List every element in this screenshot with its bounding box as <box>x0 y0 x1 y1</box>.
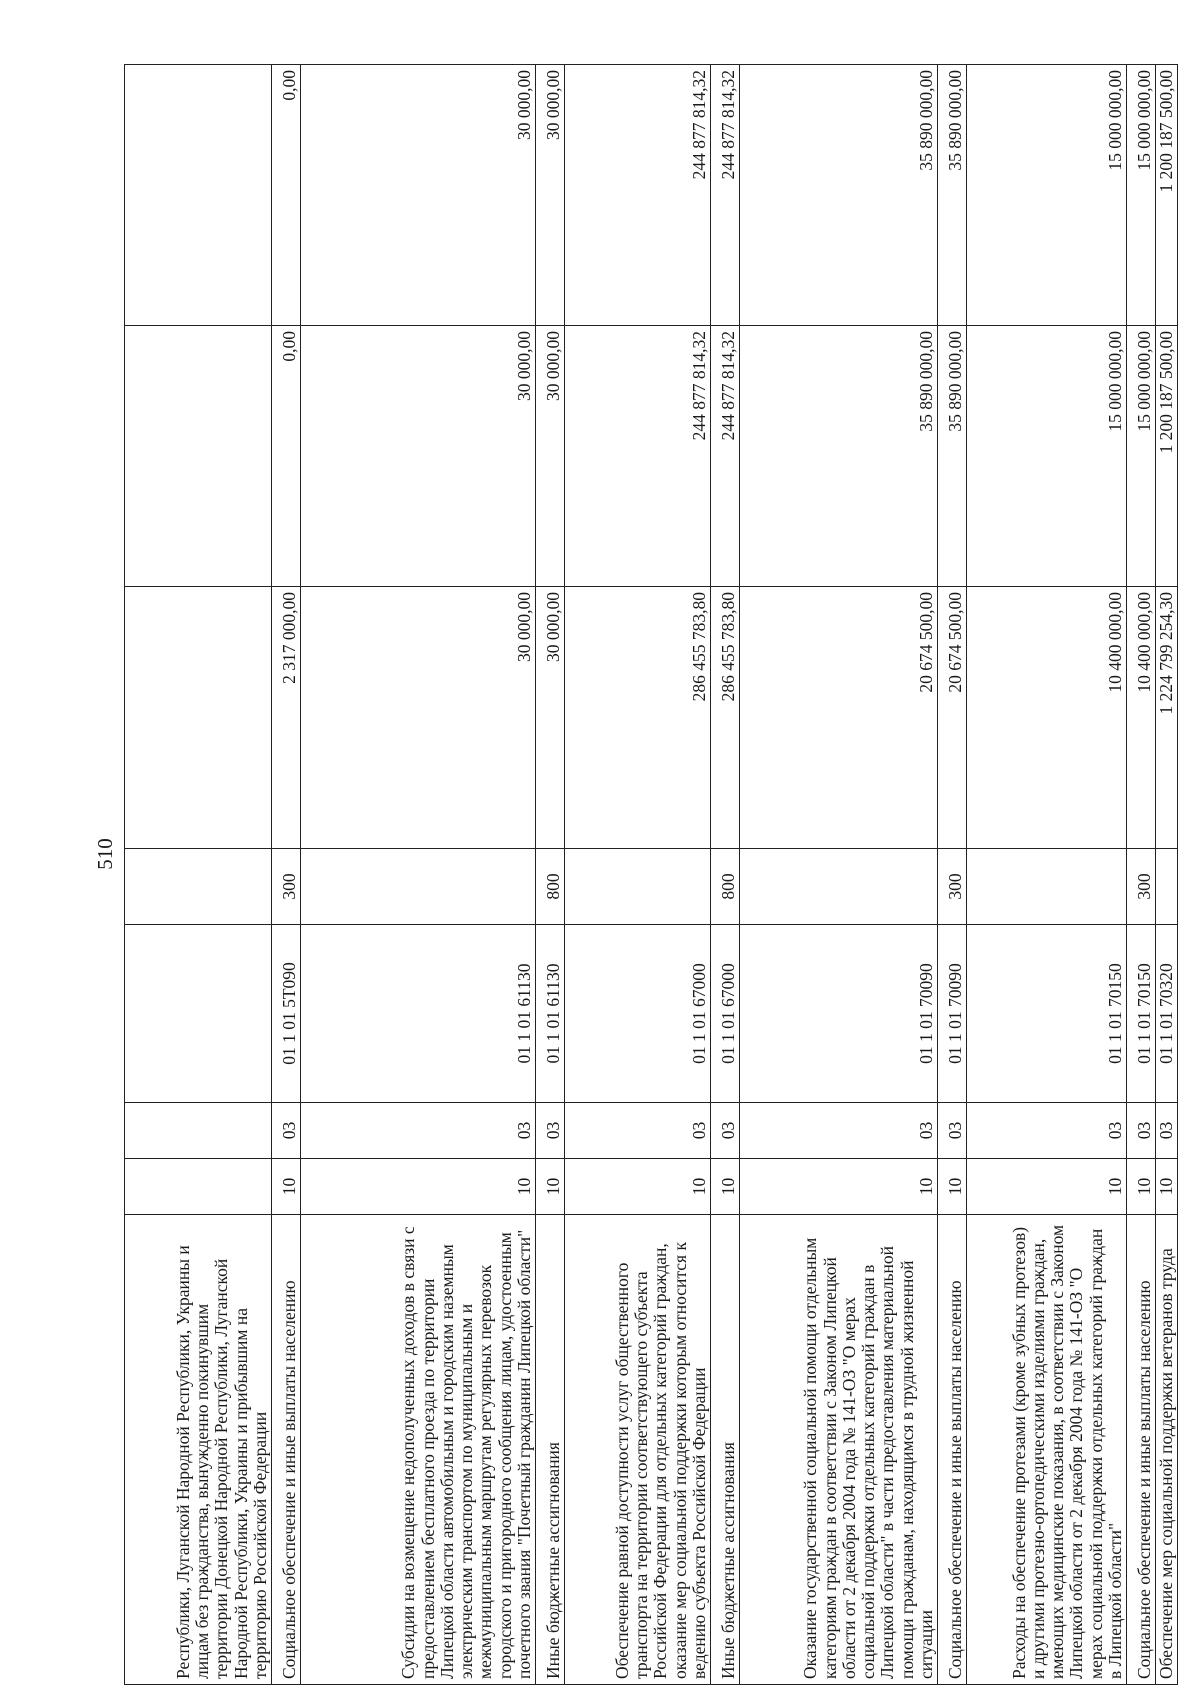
amount-year-3: 244 877 814,32 <box>565 65 711 326</box>
rotated-table-container <box>124 65 1176 1685</box>
table-row <box>740 65 938 1685</box>
subsection-code: 03 <box>1156 1103 1178 1159</box>
budget-table <box>124 64 1178 1685</box>
amount-year-1: 10 400 000,00 <box>1127 587 1156 849</box>
amount-year-2: 35 890 000,00 <box>938 326 967 587</box>
amount-year-2: 30 000,00 <box>301 326 536 587</box>
row-name: Оказание государственной социальной помощи отдельным категориям граждан в соответствии с Законом Липецкой области от 2 декабря 2004 года № 141-ОЗ "О мерах социальной поддержки отдельных категорий граждан в Липецкой области" в части предоставления материальной помощи гражданам, находящимся в трудной жизненной ситуации <box>740 1215 938 1685</box>
amount-year-3: 15 000 000,00 <box>967 65 1127 326</box>
budget-table-body <box>125 65 1178 1685</box>
target-article-code: 01 1 01 70150 <box>967 925 1127 1103</box>
row-name: Обеспечение равной доступности услуг общественного транспорта на территории соответствующего субъекта Российской Федерации для отдельных категорий граждан, оказание мер социальной поддержки которым относится к ведению субъекта Российской Федерации <box>565 1215 711 1685</box>
amount-year-2: 15 000 000,00 <box>967 326 1127 587</box>
row-name: Обеспечение мер социальной поддержки ветеранов труда <box>1156 1215 1178 1685</box>
amount-year-1: 20 674 500,00 <box>938 587 967 849</box>
section-code: 10 <box>301 1159 536 1215</box>
amount-year-2: 15 000 000,00 <box>1127 326 1156 587</box>
subsection-code: 03 <box>272 1103 301 1159</box>
amount-year-2: 244 877 814,32 <box>565 326 711 587</box>
target-article-code: 01 1 01 5Т090 <box>272 925 301 1103</box>
amount-year-3: 15 000 000,00 <box>1127 65 1156 326</box>
table-row <box>938 65 967 1685</box>
expense-type-code <box>565 849 711 925</box>
expense-type-code <box>301 849 536 925</box>
table-row <box>967 65 1127 1685</box>
subsection-code: 03 <box>1127 1103 1156 1159</box>
section-code: 10 <box>1127 1159 1156 1215</box>
section-code <box>125 1159 272 1215</box>
section-code: 10 <box>711 1159 740 1215</box>
subsection-code: 03 <box>740 1103 938 1159</box>
subsection-code: 03 <box>967 1103 1127 1159</box>
target-article-code: 01 1 01 61130 <box>536 925 565 1103</box>
amount-year-1: 30 000,00 <box>301 587 536 849</box>
amount-year-3: 35 890 000,00 <box>938 65 967 326</box>
expense-type-code <box>1156 849 1178 925</box>
section-code: 10 <box>740 1159 938 1215</box>
target-article-code: 01 1 01 67000 <box>565 925 711 1103</box>
row-name: Расходы на обеспечение протезами (кроме зубных протезов) и другими протезно-ортопедическими изделиями граждан, имеющих медицинские показания, в соответствии с Законом Липецкой области от 2 декабря 2004 года № 141-ОЗ "О мерах социальной поддержки отдельных категорий граждан в Липецкой области" <box>967 1215 1127 1685</box>
row-name: Иные бюджетные ассигнования <box>711 1215 740 1685</box>
target-article-code: 01 1 01 61130 <box>301 925 536 1103</box>
subsection-code: 03 <box>536 1103 565 1159</box>
row-name: Социальное обеспечение и иные выплаты населению <box>1127 1215 1156 1685</box>
expense-type-code <box>967 849 1127 925</box>
amount-year-3: 244 877 814,32 <box>711 65 740 326</box>
amount-year-1: 10 400 000,00 <box>967 587 1127 849</box>
amount-year-2: 30 000,00 <box>536 326 565 587</box>
amount-year-1 <box>125 587 272 849</box>
expense-type-code: 800 <box>711 849 740 925</box>
amount-year-1: 1 224 799 254,30 <box>1156 587 1178 849</box>
row-name: Социальное обеспечение и иные выплаты населению <box>938 1215 967 1685</box>
table-row <box>1156 65 1178 1685</box>
amount-year-2 <box>125 326 272 587</box>
subsection-code <box>125 1103 272 1159</box>
table-row <box>272 65 301 1685</box>
section-code: 10 <box>1156 1159 1178 1215</box>
subsection-code: 03 <box>565 1103 711 1159</box>
expense-type-code: 800 <box>536 849 565 925</box>
amount-year-3: 30 000,00 <box>301 65 536 326</box>
amount-year-3: 0,00 <box>272 65 301 326</box>
table-row <box>1127 65 1156 1685</box>
amount-year-2: 244 877 814,32 <box>711 326 740 587</box>
row-name: Иные бюджетные ассигнования <box>536 1215 565 1685</box>
amount-year-2: 35 890 000,00 <box>740 326 938 587</box>
expense-type-code <box>740 849 938 925</box>
amount-year-1: 286 455 783,80 <box>711 587 740 849</box>
amount-year-1: 286 455 783,80 <box>565 587 711 849</box>
table-row <box>711 65 740 1685</box>
target-article-code: 01 1 01 70090 <box>938 925 967 1103</box>
target-article-code: 01 1 01 67000 <box>711 925 740 1103</box>
section-code: 10 <box>536 1159 565 1215</box>
target-article-code <box>125 925 272 1103</box>
table-row <box>301 65 536 1685</box>
amount-year-3: 35 890 000,00 <box>740 65 938 326</box>
amount-year-2: 1 200 187 500,00 <box>1156 326 1178 587</box>
amount-year-1: 2 317 000,00 <box>272 587 301 849</box>
target-article-code: 01 1 01 70090 <box>740 925 938 1103</box>
subsection-code: 03 <box>301 1103 536 1159</box>
expense-type-code: 300 <box>938 849 967 925</box>
row-name: Субсидии на возмещение недополученных доходов в связи с предоставлением бесплатного проезда по территории Липецкой области автомобильным и городским наземным электрическим транспортом по муниципальным и межмуниципальным маршрутам регулярных перевозок городского и пригородного сообщения лицам, удостоенным почетного звания "Почетный гражданин Липецкой области" <box>301 1215 536 1685</box>
table-row <box>125 65 272 1685</box>
expense-type-code <box>125 849 272 925</box>
target-article-code: 01 1 01 70320 <box>1156 925 1178 1103</box>
expense-type-code: 300 <box>272 849 301 925</box>
target-article-code: 01 1 01 70150 <box>1127 925 1156 1103</box>
amount-year-3: 30 000,00 <box>536 65 565 326</box>
page-number: 510 <box>93 838 117 870</box>
amount-year-3 <box>125 65 272 326</box>
row-name: Социальное обеспечение и иные выплаты населению <box>272 1215 301 1685</box>
subsection-code: 03 <box>938 1103 967 1159</box>
table-row <box>565 65 711 1685</box>
amount-year-1: 30 000,00 <box>536 587 565 849</box>
subsection-code: 03 <box>711 1103 740 1159</box>
section-code: 10 <box>272 1159 301 1215</box>
amount-year-2: 0,00 <box>272 326 301 587</box>
table-row <box>536 65 565 1685</box>
section-code: 10 <box>938 1159 967 1215</box>
amount-year-1: 20 674 500,00 <box>740 587 938 849</box>
section-code: 10 <box>565 1159 711 1215</box>
row-name: Республики, Луганской Народной Республики, Украины и лицам без гражданства, вынужденно покинувшим территории Донецкой Народной Республики, Луганской Народной Республики, Украины и прибывшим на территорию Российской Федерации <box>125 1215 272 1685</box>
expense-type-code: 300 <box>1127 849 1156 925</box>
amount-year-3: 1 200 187 500,00 <box>1156 65 1178 326</box>
section-code: 10 <box>967 1159 1127 1215</box>
